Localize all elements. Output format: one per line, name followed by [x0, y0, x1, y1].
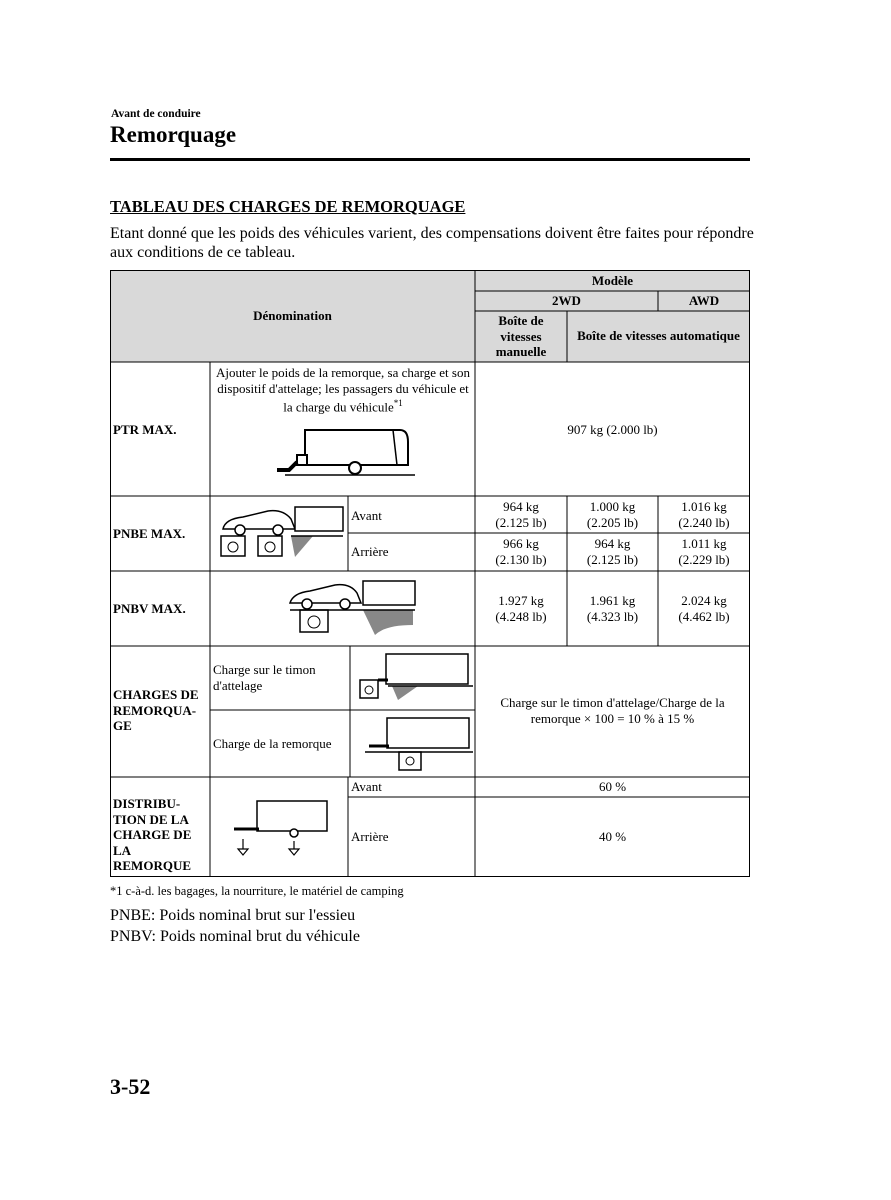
- distribution-front-value: 60 %: [598, 779, 627, 794]
- tongue-load-label: Charge sur le timon d'attelage: [213, 662, 316, 693]
- distribution-rear-value: 40 %: [598, 829, 627, 844]
- section-title: TABLEAU DES CHARGES DE REMORQUAGE: [110, 197, 466, 216]
- header-manual: Boîte de vitesses manuelle: [495, 313, 547, 359]
- section-kicker: Avant de conduire: [111, 108, 201, 120]
- pnbe-front-label: Avant: [351, 508, 382, 523]
- header-2wd: 2WD: [552, 293, 581, 308]
- header-modele: Modèle: [591, 273, 634, 288]
- pnbv-auto-2wd: 1.961 kg (4.323 lb): [586, 593, 639, 624]
- pnbe-label: PNBE MAX.: [113, 526, 186, 541]
- distribution-label: DISTRIBU- TION DE LA CHARGE DE LA REMORQUE: [113, 796, 192, 873]
- load-distribution-icon: [232, 797, 332, 859]
- charges-label: CHARGES DE REMORQUA- GE: [113, 687, 199, 733]
- pnbe-front-awd: 1.016 kg (2.240 lb): [678, 499, 730, 530]
- header-auto: Boîte de vitesses automatique: [577, 328, 740, 343]
- header-awd: AWD: [688, 293, 720, 308]
- tongue-ratio-value: Charge sur le timon d'attelage/Charge de la remorque × 100 = 10 % à 15 %: [500, 695, 725, 726]
- distribution-front-label: Avant: [351, 779, 382, 794]
- pnbe-front-auto-2wd: 1.000 kg (2.205 lb): [586, 499, 639, 530]
- title-rule: [110, 158, 750, 161]
- ptr-value: 907 kg (2.000 lb): [567, 422, 658, 437]
- header-denomination: Dénomination: [253, 308, 332, 323]
- tongue-scale-icon: [358, 650, 473, 706]
- pnbv-label: PNBV MAX.: [113, 601, 186, 616]
- pnbe-rear-label: Arrière: [351, 544, 389, 559]
- ptr-label: PTR MAX.: [113, 422, 177, 437]
- legend-pnbv: PNBV: Poids nominal brut du véhicule: [110, 928, 360, 945]
- footnote: *1 c-à-d. les bagages, la nourriture, le matériel de camping: [110, 884, 404, 898]
- pnbe-rear-awd: 1.011 kg (2.229 lb): [678, 536, 730, 567]
- legend-pnbe: PNBE: Poids nominal brut sur l'essieu: [110, 907, 356, 924]
- pnbe-front-manual: 964 kg (2.125 lb): [495, 499, 547, 530]
- page-number: 3-52: [110, 1074, 151, 1099]
- trailer-load-label: Charge de la remorque: [213, 736, 332, 751]
- pnbv-awd: 2.024 kg (4.462 lb): [678, 593, 730, 624]
- trailer-weight-icon: [275, 420, 415, 480]
- towing-load-table: [110, 270, 750, 877]
- vehicle-scale-icon: [285, 575, 425, 643]
- pnbv-manual: 1.927 kg (4.248 lb): [495, 593, 547, 624]
- page-title: Remorquage: [110, 122, 237, 147]
- trailer-scale-icon: [365, 714, 473, 774]
- ptr-description: Ajouter le poids de la remorque, sa charge et son dispositif d'attelage; les passagers du véhicule et la charge du véhicule$^{*1}$: [216, 365, 470, 415]
- pnbe-rear-manual: 966 kg (2.130 lb): [495, 536, 547, 567]
- axle-scale-icon: [213, 499, 347, 569]
- distribution-rear-label: Arrière: [351, 829, 389, 844]
- intro-paragraph: Etant donné que les poids des véhicules varient, des compensations doivent être faites pour répondre aux conditions de ce tableau.: [110, 225, 754, 261]
- pnbe-rear-auto-2wd: 964 kg (2.125 lb): [586, 536, 639, 567]
